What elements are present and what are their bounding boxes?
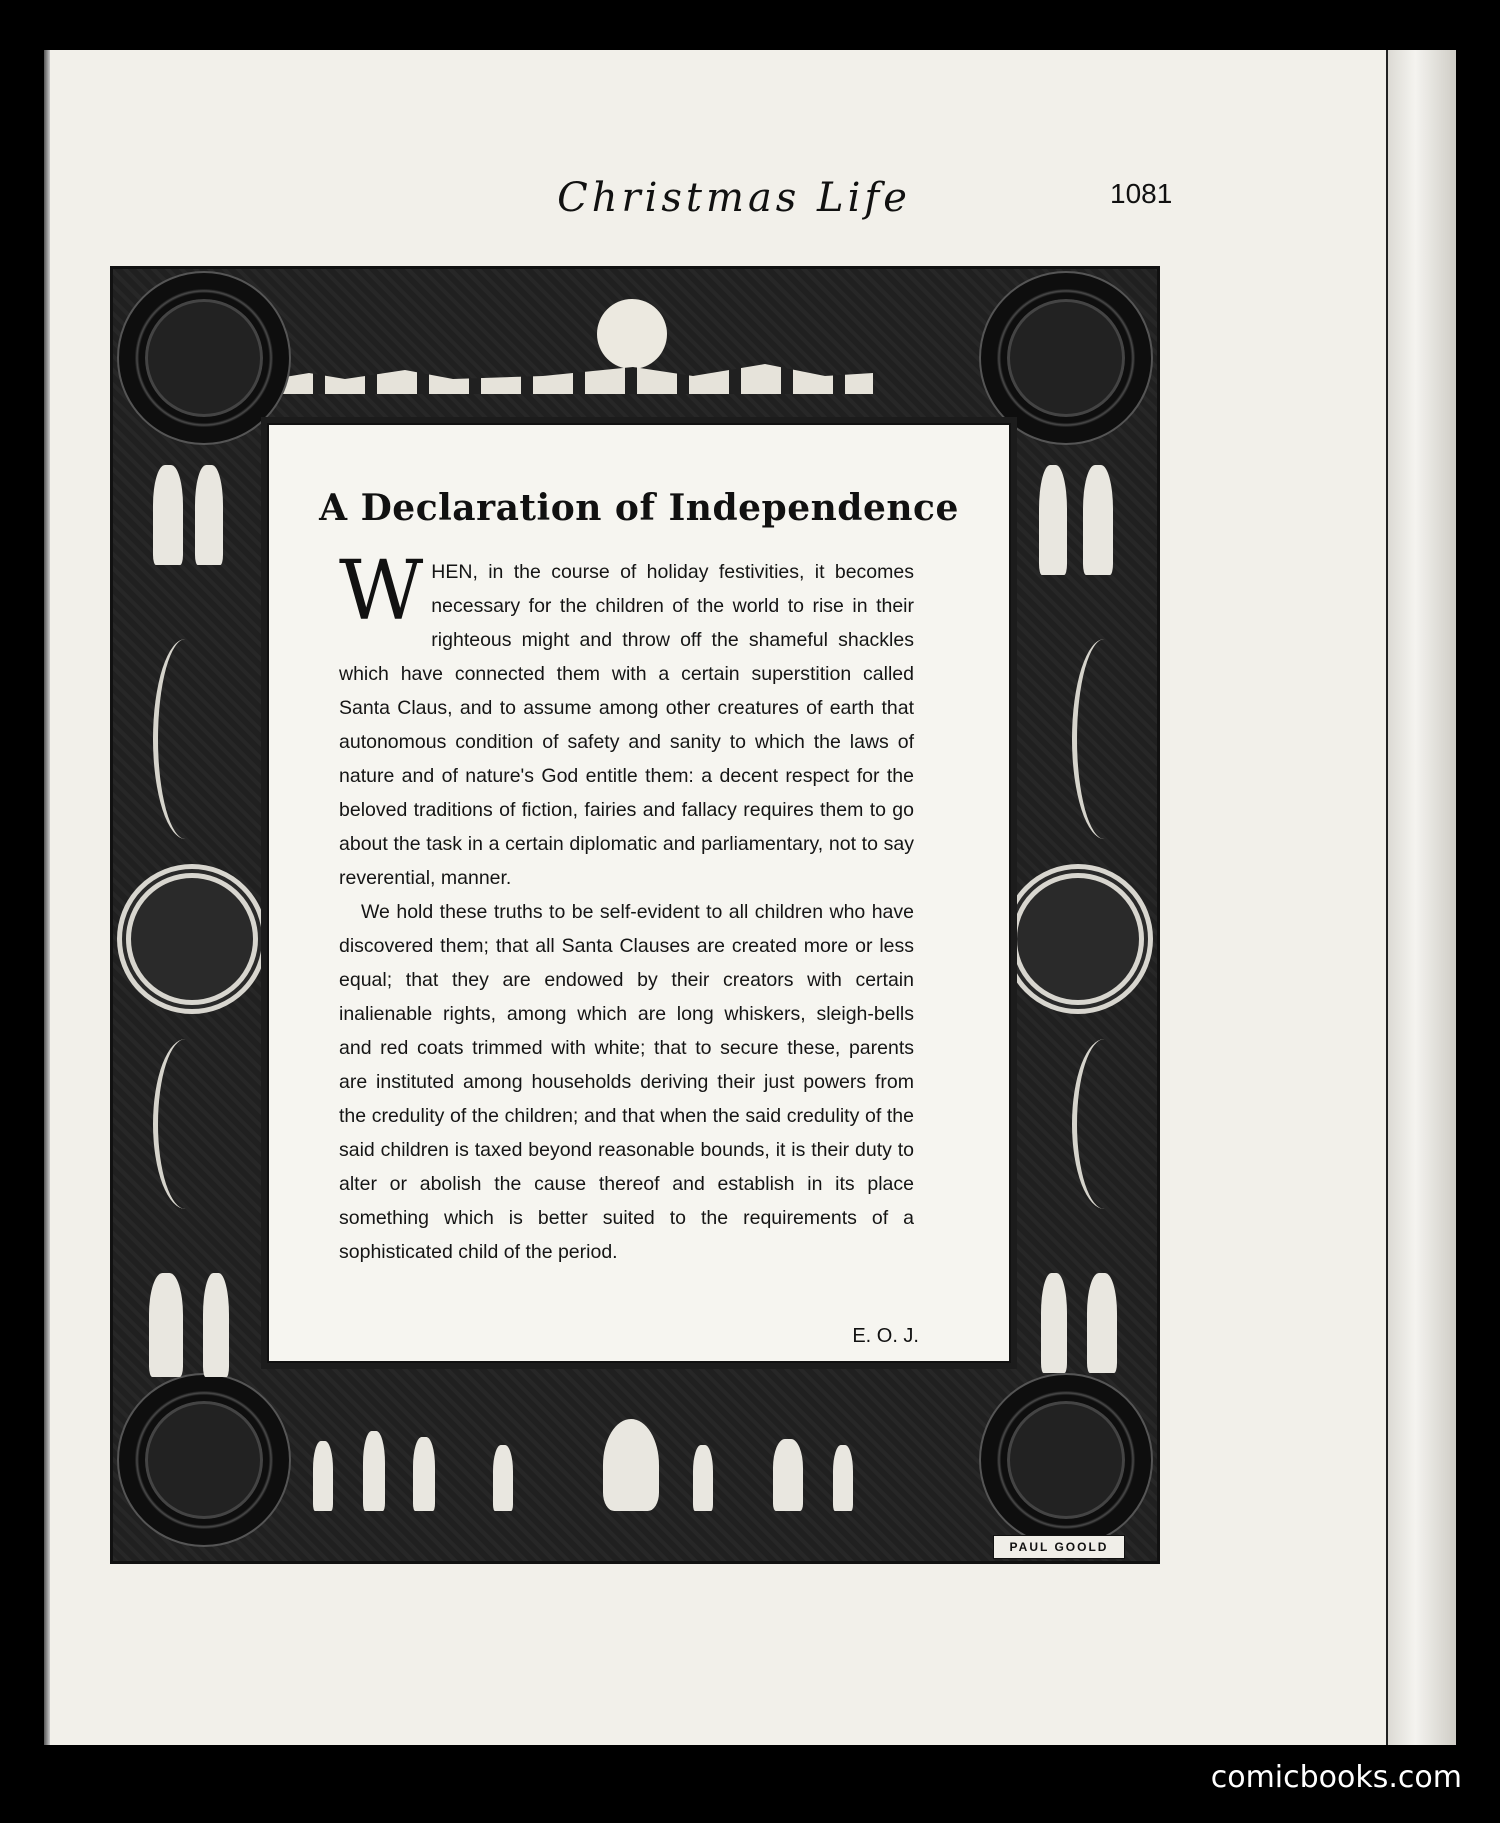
artist-credit: PAUL GOOLD — [993, 1535, 1125, 1559]
holly-medallion-icon — [1003, 864, 1153, 1014]
article-body — [339, 544, 914, 1269]
page-spine — [44, 50, 50, 1745]
child-figure-illustration — [773, 1439, 803, 1511]
santa-figure-illustration — [603, 1419, 659, 1511]
running-head: Christmas Life — [557, 175, 911, 221]
page-number: 1081 — [1110, 178, 1173, 209]
paragraph-text: HEN, in the course of holiday festivities, it becomes necessary for the children of the world to rise in their righteous might and throw off the shameful shackles which have connected them with a certain superstition called Santa Claus, and to assume among other creatures of earth that autonomous condition of safety and sanity to which the laws of nature and of nature's God entitle them: a decent respect for the beloved traditions of fiction, fairies and fallacy requires them to go about the task in a certain diplomatic and parliamentary, not to say reverential, manner. — [339, 561, 914, 889]
holly-vine-icon — [1072, 1039, 1137, 1209]
signature: E. O. J. — [852, 1325, 919, 1347]
figure-illustration — [1087, 1273, 1117, 1373]
article-title: A Declaration of Independence — [319, 487, 959, 529]
child-figure-illustration — [313, 1441, 333, 1511]
holly-vine-icon — [1072, 639, 1137, 839]
figure-illustration — [203, 1273, 229, 1377]
child-figure-illustration — [693, 1445, 713, 1511]
paragraph: We hold these truths to be self-evident to all children who have discovered them; that all Santa Clauses are created more or less equal; that they are endowed by their creators with certain inalienable rights, among which are long whiskers, sleigh-bells and red coats trimmed with white; that to secure these, parents are instituted among households deriving their just powers from the credulity of the children; and that when the said credulity of the said children is taxed beyond reasonable bounds, it is their duty to alter or abolish the cause thereof and establish in its place something which is better suited to the requirements of a sophisticated child of the period. — [339, 901, 914, 1263]
watermark: comicbooks.com — [1210, 1760, 1462, 1795]
article-panel — [267, 423, 1011, 1363]
figure-illustration — [1039, 465, 1067, 575]
illustrated-border — [110, 266, 1160, 1564]
wreath-icon — [119, 273, 289, 443]
figure-illustration — [195, 465, 223, 565]
magazine-page — [44, 50, 1456, 1745]
holly-medallion-icon — [117, 864, 267, 1014]
figure-illustration — [153, 465, 183, 565]
moon-illustration — [597, 299, 667, 369]
wreath-icon — [981, 1375, 1151, 1545]
wreath-icon — [119, 1375, 289, 1545]
child-figure-illustration — [413, 1437, 435, 1511]
figure-illustration — [1083, 465, 1113, 575]
holly-vine-icon — [153, 1039, 218, 1209]
child-figure-illustration — [493, 1445, 513, 1511]
paragraph — [339, 544, 914, 895]
drop-cap: W — [339, 544, 424, 639]
page-edge — [1386, 50, 1456, 1745]
wreath-icon — [981, 273, 1151, 443]
figure-illustration — [1041, 1273, 1067, 1373]
child-figure-illustration — [833, 1445, 853, 1511]
child-figure-illustration — [363, 1431, 385, 1511]
holly-vine-icon — [153, 639, 218, 839]
figure-illustration — [149, 1273, 183, 1377]
